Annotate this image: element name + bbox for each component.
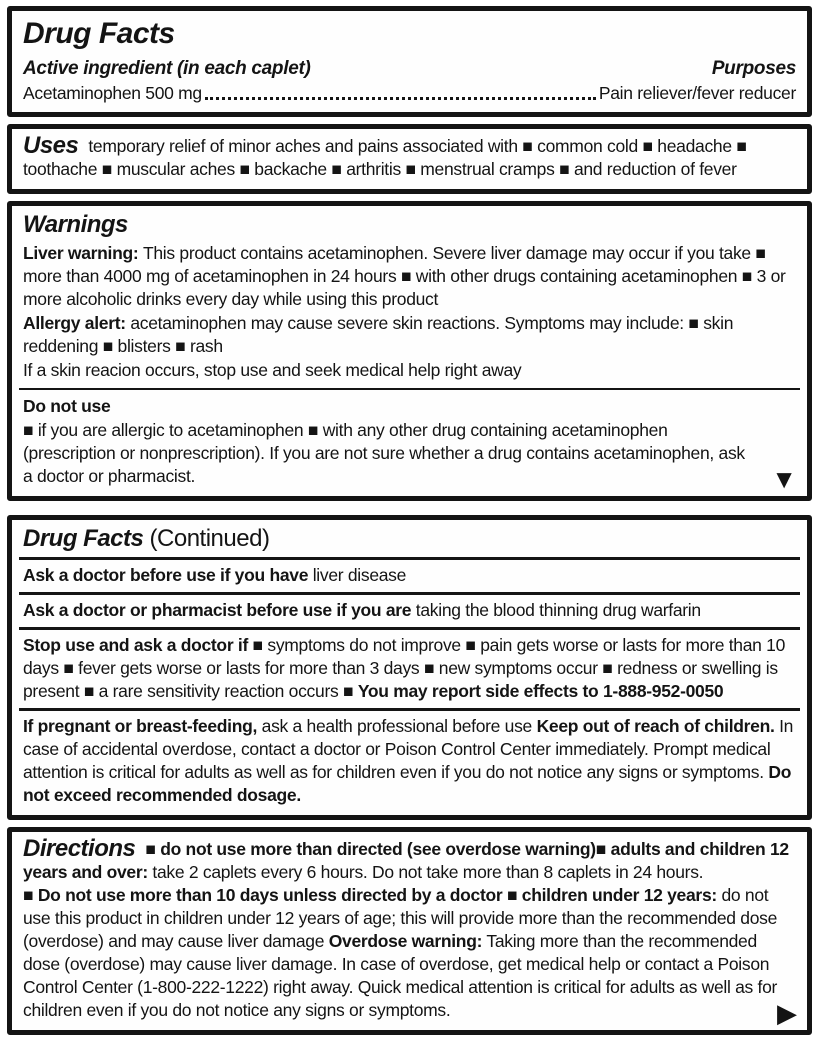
divider [19,708,800,711]
panel-warnings [7,201,812,501]
text-segment: Allergy alert: [23,312,131,333]
text-segment: liver disease [312,565,407,586]
divider [19,592,800,595]
directions-text [23,839,789,1020]
uses-paragraph [23,131,796,181]
ask-pharmacist-row [23,599,796,622]
text-segment: In case of accidental overdose, contact a doctor or Poison Control Center immediately. Prompt medical attention is critical for adults as well as for children even if you do not notice any signs or symptoms. [23,716,794,783]
do-not-use-text: ■ if you are allergic to acetaminophen ■ with any other drug containing acetaminophen (prescription or nonprescription). If you are not sure whether a drug contains acetaminophen, ask a doctor or pharmacist. [23,419,745,486]
text-segment: You may report side effects to 1-888-952-0050 [357,681,724,702]
continued-right-icon: ▶ [777,998,797,1029]
dotted-leader [205,97,596,100]
text-segment: Liver warning: [23,242,143,263]
panel-uses [7,124,812,194]
text-segment: ■ Do not use more than 10 days unless directed by a doctor ■ children under 12 years: [23,885,717,906]
warnings-heading: Warnings [23,210,128,238]
continued-below-icon: ▼ [771,463,797,494]
panel-header [7,6,812,117]
text-segment: Stop use and ask a doctor if [23,635,253,656]
text-segment: do not use this product in children under 12 years of age; this will provide more than the recommended dose (overdose) and may cause liver damage [23,885,778,952]
text-segment: ■ do not use more than directed (see overdose warning)■ adults and children 12 years and over: [23,839,789,883]
panel-directions [7,827,812,1035]
drug-facts-title: Drug Facts [23,17,175,50]
drug-facts-continued-title [23,526,796,552]
text-segment: take 2 caplets every 6 hours. Do not take more than 8 caplets in 24 hours. [147,862,704,883]
text-segment: Keep out of reach of children. [536,716,775,737]
ingredient-purpose: Pain reliever/fever reducer [598,82,796,103]
purposes-heading: Purposes [711,57,796,79]
panel-continued [7,515,812,820]
divider [19,627,800,630]
divider [19,557,800,560]
ingredient-row [23,82,796,104]
text-segment: acetaminophen may cause severe skin reactions. Symptoms may include: ■ skin reddening ■ blisters ■ rash [23,312,734,356]
ingredient-name: Acetaminophen 500 mg [23,82,202,103]
text-segment: ask a health professional before use [257,716,537,737]
divider [19,388,800,390]
liver-warning-paragraph [23,242,796,311]
active-ingredient-heading: Active ingredient (in each caplet) [23,57,311,79]
text-segment: If pregnant or breast-feeding, [23,716,258,737]
directions-paragraph [23,837,796,1022]
skin-reaction-note: If a skin reacion occurs, stop use and seek medical help right away [23,359,522,380]
text-segment: Ask a doctor before use if you have [23,565,313,586]
uses-text: temporary relief of minor aches and pains associated with ■ common cold ■ headache ■ toothache ■ muscular aches ■ backache ■ arthritis ■ menstrual cramps ■ and reduction of fever [23,135,747,179]
allergy-alert-paragraph [23,312,796,358]
text-segment: Do not exceed recommended dosage. [23,762,792,806]
text-segment: Taking more than the recommended dose (overdose) may cause liver damage. In case of overdose, get medical help or contact a Poison Control Center (1-800-222-1222) right away. Quick medical attention is critical for adults as well as for children even if you do not notice any signs or symptoms. [23,931,778,1021]
text-segment: This product contains acetaminophen. Severe liver damage may occur if you take ■ more than 4000 mg of acetaminophen in 24 hours ■ with other drugs containing acetaminophen ■ 3 or more alcoholic drinks every day while using this product [23,242,786,309]
text-segment: (Continued) [143,524,270,552]
text-segment: ■ symptoms do not improve ■ pain gets worse or lasts for more than 10 days ■ fever gets worse or lasts for more than 3 days ■ new symptoms occur ■ redness or swelling is present ■ a rare sensitivity reaction occurs ■ [23,635,786,702]
text-segment: Overdose warning: [328,931,483,952]
text-segment: taking the blood thinning drug warfarin [415,600,701,621]
text-segment: Drug Facts [23,524,144,552]
uses-heading: Uses [23,131,79,159]
stop-use-paragraph [23,634,796,703]
ask-doctor-row [23,564,796,587]
do-not-use-heading: Do not use [23,395,111,416]
pregnancy-overdose-paragraph [23,715,796,807]
text-segment: Ask a doctor or pharmacist before use if you are [23,600,416,621]
ingredient-purposes-header-row [23,58,796,80]
directions-heading: Directions [23,835,136,863]
